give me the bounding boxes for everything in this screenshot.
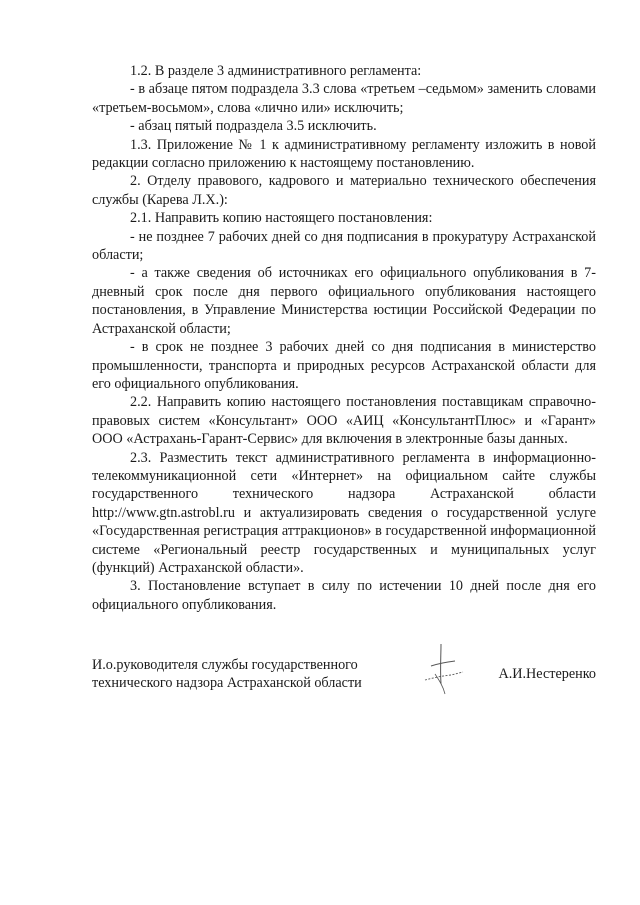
paragraph-1-3: 1.3. Приложение № 1 к административному регламенту изложить в новой редакции согласно приложению к настоящему постановлению. (92, 136, 596, 172)
signatory-position-line-2: технического надзора Астраханской области (92, 675, 362, 692)
paragraph-1-2-item-2: - абзац пятый подраздела 3.5 исключить. (130, 118, 377, 135)
signatory-position-line-1: И.о.руководителя службы государственного (92, 657, 358, 673)
paragraph-2-1-item-2: - а также сведения об источниках его официального опубликования в 7-дневный срок после дня первого официального опубликования настоящего постановления, в Управление Министерства юстиции Российской Федерации по Астраханской области; (92, 265, 596, 337)
paragraph-1-2: 1.2. В разделе 3 административного регламента: (130, 63, 422, 79)
signature-block (92, 656, 596, 696)
document-body (92, 62, 596, 614)
paragraph-2-3: 2.3. Разместить текст административного регламента в информационно-телекоммуникационной сети «Интернет» на официальном сайте службы государственного технического надзора Астраханской области http://www.gtn.astrobl.ru и актуализировать сведения о государственной услуге «Государственная регистрация аттракционов» в государственной информационной системе «Региональный реестр государственных и муниципальных услуг (функций) Астраханской области». (92, 449, 596, 576)
paragraph-2-1: 2.1. Направить копию настоящего постановления: (130, 210, 433, 227)
paragraph-2-1-item-1: - не позднее 7 рабочих дней со дня подписания в прокуратуру Астраханской области; (92, 228, 596, 264)
handwritten-signature (417, 640, 465, 700)
paragraph-2-1-item-3: - в срок не позднее 3 рабочих дней со дня подписания в министерство промышленности, транспорта и природных ресурсов Астраханской области для его официального опубликования. (92, 339, 596, 392)
paragraph-3: 3. Постановление вступает в силу по истечении 10 дней после дня его официального опубликования. (92, 578, 596, 613)
signatory-position (92, 656, 412, 693)
paragraph-2-2: 2.2. Направить копию настоящего постановления поставщикам справочно-правовых систем «Консультант» ООО «АИЦ «КонсультантПлюс» и «Гарант» ООО «Астрахань-Гарант-Сервис» для включения в электронные базы данных. (92, 394, 596, 448)
paragraph-1-2-item-1: - в абзаце пятом подраздела 3.3 слова «третьем –седьмом» заменить словами «третьем-восьмом», слова «лично или» исключить; (92, 81, 596, 116)
paragraph-2: 2. Отделу правового, кадрового и материально технического обеспечения службы (Карева Л.Х.): (92, 173, 596, 208)
signatory-name: А.И.Нестеренко (498, 666, 596, 682)
